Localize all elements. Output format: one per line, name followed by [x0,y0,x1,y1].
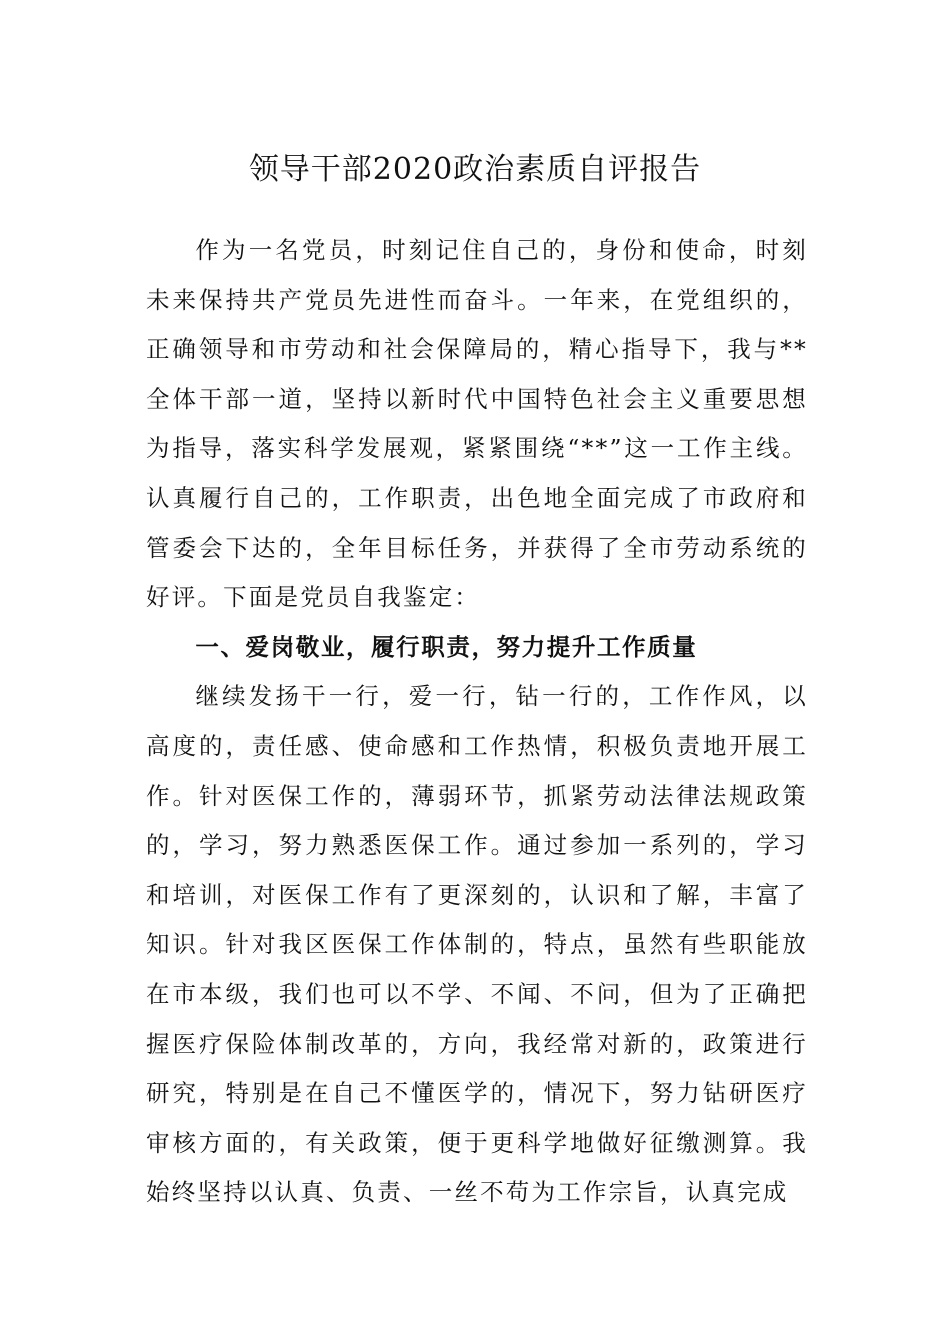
document-title: 领导干部2020政治素质自评报告 [248,152,702,188]
body-paragraph-intro: 作为一名党员，时刻记住自己的，身份和使命，时刻未来保持共产党员先进性而奋斗。一年来，在党组织的，正确领导和市劳动和社会保障局的，精心指导下，我与**全体干部一道，坚持以新时代中国特色社会主义重要思想为指导，落实科学发展观，紧紧围绕“**”这一工作主线。认真履行自己的，工作职责，出色地全面完成了市政府和管委会下达的，全年目标任务，并获得了全市劳动系统的好评。下面是党员自我鉴定： [146,236,808,612]
document-body [146,226,808,1218]
body-paragraph-section-1: 继续发扬干一行，爱一行，钻一行的，工作作风，以高度的，责任感、使命感和工作热情，积极负责地开展工作。针对医保工作的，薄弱环节，抓紧劳动法律法规政策的，学习，努力熟悉医保工作。通过参加一系列的，学习和培训，对医保工作有了更深刻的，认识和了解，丰富了知识。针对我区医保工作体制的，特点，虽然有些职能放在市本级，我们也可以不学、不闻、不问，但为了正确把握医疗保险体制改革的，方向，我经常对新的，政策进行研究，特别是在自己不懂医学的，情况下，努力钻研医疗审核方面的，有关政策，便于更科学地做好征缴测算。我始终坚持以认真、负责、一丝不苟为工作宗旨，认真完成 [146,682,808,1207]
section-heading-1: 一、爱岗敬业，履行职责，努力提升工作质量 [195,632,698,661]
